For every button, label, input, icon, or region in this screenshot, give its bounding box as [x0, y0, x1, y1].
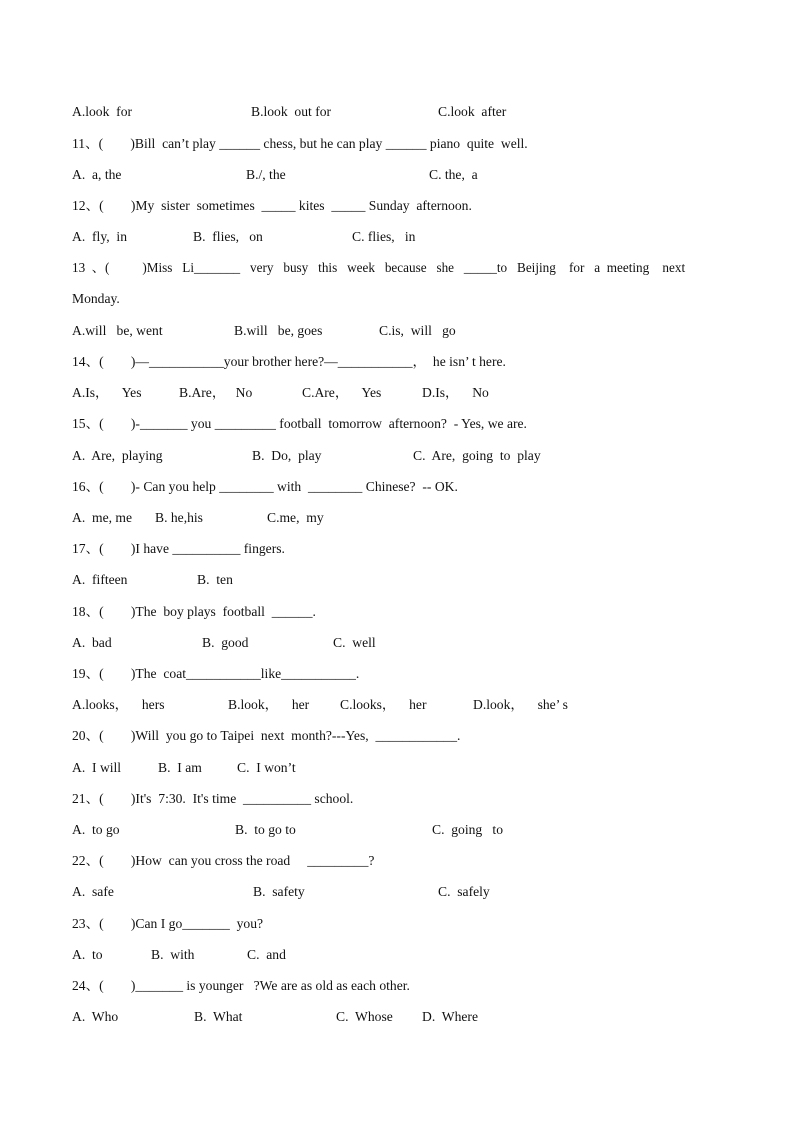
- option-c: C.Are， Yes: [302, 385, 382, 400]
- option-a: A. me, me: [72, 510, 133, 525]
- option-b: B./, the: [246, 167, 286, 182]
- option-b: B. safety: [253, 884, 305, 899]
- option-a: A.looks， hers: [72, 697, 165, 712]
- option-a: A. fly, in: [72, 229, 127, 244]
- option-a: A. bad: [72, 635, 112, 650]
- option-b: B. with: [151, 947, 195, 962]
- option-a: A.Is， Yes: [72, 385, 142, 400]
- option-a: A.will be, went: [72, 323, 163, 338]
- question-text: 16、( )- Can you help ________ with ________ Chinese? -- OK.: [72, 479, 458, 494]
- option-a: A.look for: [72, 104, 133, 119]
- option-b: B. to go to: [235, 822, 296, 837]
- question-text: 22、( )How can you cross the road _________?: [72, 853, 375, 868]
- question-text: 19、( )The coat___________like___________.: [72, 666, 360, 681]
- question-text: 21、( )It's 7:30. It's time __________ school.: [72, 791, 354, 806]
- option-d: D.Is， No: [422, 385, 489, 400]
- option-c: C. going to: [432, 822, 503, 837]
- question-text: 20、( )Will you go to Taipei next month?---Yes, ____________.: [72, 728, 461, 743]
- option-c: C. safely: [438, 884, 490, 899]
- question-text: 11、( )Bill can’t play ______ chess, but he can play ______ piano quite well.: [72, 136, 528, 151]
- option-c: C.me, my: [267, 510, 324, 525]
- option-a: A. to: [72, 947, 103, 962]
- option-a: A. Are, playing: [72, 448, 163, 463]
- question-text: 17、( )I have __________ fingers.: [72, 541, 285, 556]
- option-c: C.is, will go: [379, 323, 456, 338]
- question-text: 14、( )—___________your brother here?—___________， he isn’ t here.: [72, 354, 506, 369]
- question-text: 15、( )-_______ you _________ football tomorrow afternoon? - Yes, we are.: [72, 416, 527, 431]
- option-c: C. the, a: [429, 167, 478, 182]
- question-text: 24、( )_______ is younger ?We are as old as each other.: [72, 978, 410, 993]
- option-c: C. Whose: [336, 1009, 393, 1024]
- option-a: A. I will: [72, 760, 122, 775]
- option-b: B.will be, goes: [234, 323, 323, 338]
- option-c: C. well: [333, 635, 376, 650]
- option-d: D. Where: [422, 1009, 478, 1024]
- option-a: A. safe: [72, 884, 114, 899]
- option-c: C. I won’t: [237, 760, 296, 775]
- option-c: C. and: [247, 947, 286, 962]
- option-b: B.look out for: [251, 104, 332, 119]
- option-a: A. a, the: [72, 167, 122, 182]
- options-24: [72, 1008, 478, 1116]
- option-b: B. I am: [158, 760, 202, 775]
- option-b: B. flies, on: [193, 229, 263, 244]
- option-a: A. fifteen: [72, 572, 128, 587]
- option-b: B. he,his: [155, 510, 203, 525]
- option-b: B. Do, play: [252, 448, 322, 463]
- question-text: Monday.: [72, 291, 120, 306]
- question-text: 23、( )Can I go_______ you?: [72, 916, 264, 931]
- question-text: 13 、( )Miss Li_______ very busy this week because she _____to Beijing for a meeting next: [72, 260, 686, 275]
- option-b: B. good: [202, 635, 249, 650]
- option-b: B.Are， No: [179, 385, 253, 400]
- option-c: C. flies, in: [352, 229, 416, 244]
- question-text: 12、( )My sister sometimes _____ kites _____ Sunday afternoon.: [72, 198, 472, 213]
- option-b: B.look， her: [228, 697, 310, 712]
- option-b: B. ten: [197, 572, 233, 587]
- option-c: C.looks， her: [340, 697, 427, 712]
- option-a: A. Who: [72, 1009, 119, 1024]
- option-c: C. Are, going to play: [413, 448, 541, 463]
- question-text: 18、( )The boy plays football ______.: [72, 604, 316, 619]
- option-b: B. What: [194, 1009, 243, 1024]
- option-c: C.look after: [438, 104, 507, 119]
- option-d: D.look， she’ s: [473, 697, 568, 712]
- option-a: A. to go: [72, 822, 120, 837]
